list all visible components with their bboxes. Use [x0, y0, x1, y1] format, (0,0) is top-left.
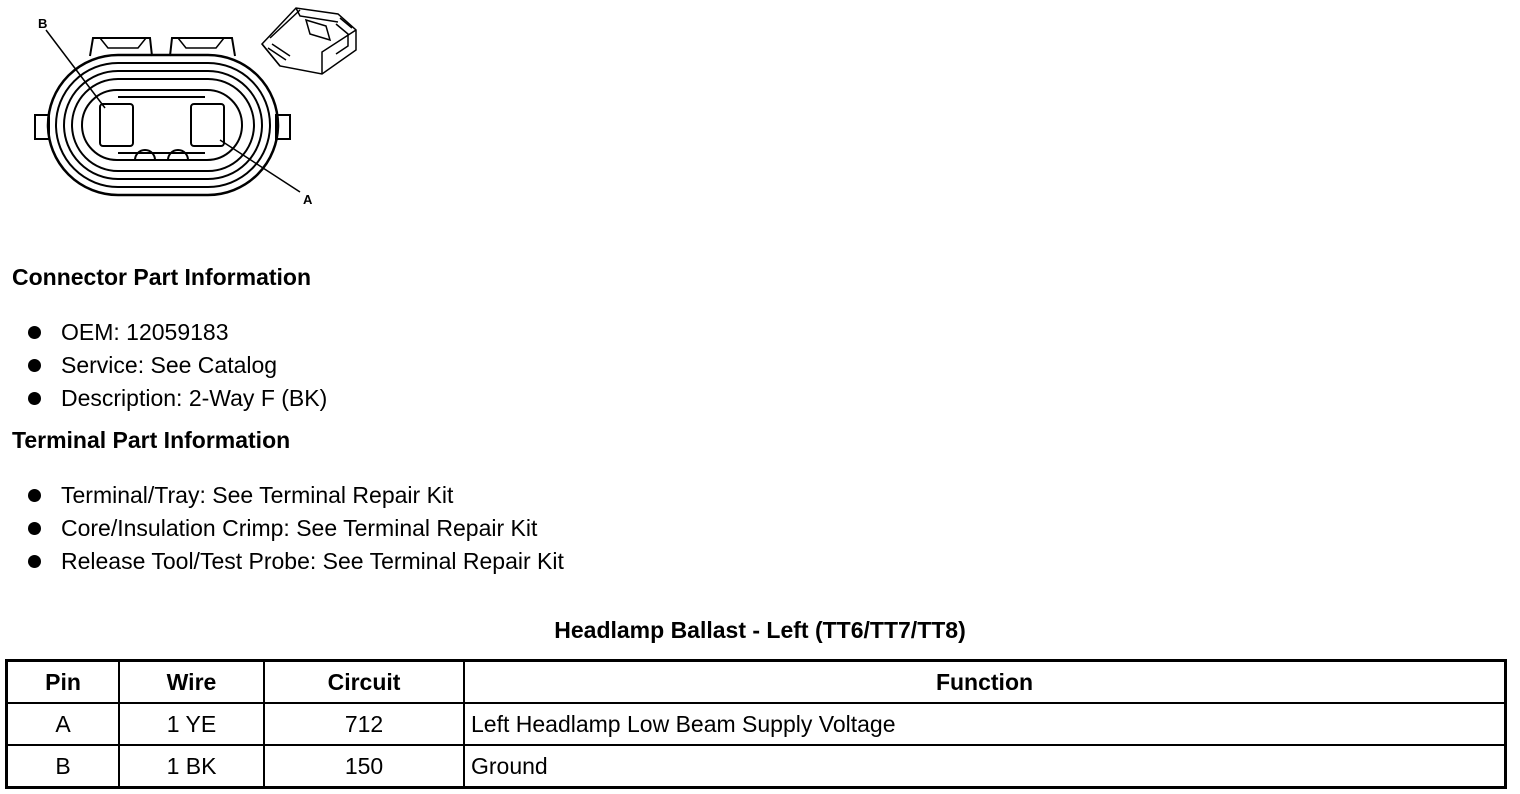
- cell-pin: A: [7, 703, 120, 745]
- column-header-circuit: Circuit: [264, 661, 464, 704]
- list-item: Description: 2-Way F (BK): [28, 382, 327, 415]
- cell-wire: 1 BK: [119, 745, 264, 788]
- leader-line-a: [220, 140, 300, 192]
- diagram-label-a: A: [303, 192, 313, 207]
- connector-part-title: Connector Part Information: [12, 264, 312, 290]
- diagram-label-b: B: [38, 16, 48, 31]
- table-row: [7, 745, 1506, 788]
- cell-circuit: 150: [264, 745, 464, 788]
- terminal-part-list: [28, 479, 564, 578]
- column-header-wire: Wire: [119, 661, 264, 704]
- connector-part-list: [28, 316, 327, 415]
- bullet-icon: [28, 359, 41, 372]
- list-item: Core/Insulation Crimp: See Terminal Repair Kit: [28, 512, 564, 545]
- terminal-cavity-a: [191, 104, 224, 146]
- terminal-cavity-b: [100, 104, 133, 146]
- bullet-icon: [28, 555, 41, 568]
- list-item: Terminal/Tray: See Terminal Repair Kit: [28, 479, 564, 512]
- cell-function: Left Headlamp Low Beam Supply Voltage: [464, 703, 1506, 745]
- list-item: Release Tool/Test Probe: See Terminal Repair Kit: [28, 545, 564, 578]
- list-item: Service: See Catalog: [28, 349, 327, 382]
- terminal-part-title: Terminal Part Information: [12, 427, 291, 453]
- cell-wire: 1 YE: [119, 703, 264, 745]
- bullet-icon: [28, 392, 41, 405]
- cell-function: Ground: [464, 745, 1506, 788]
- table-row: [7, 703, 1506, 745]
- table-header-row: [7, 661, 1506, 704]
- column-header-pin: Pin: [7, 661, 120, 704]
- column-header-function: Function: [464, 661, 1506, 704]
- connector-diagram: [0, 0, 380, 215]
- bullet-icon: [28, 522, 41, 535]
- bullet-icon: [28, 326, 41, 339]
- cell-circuit: 712: [264, 703, 464, 745]
- pinout-table: [5, 659, 1507, 789]
- table-title: Headlamp Ballast - Left (TT6/TT7/TT8): [554, 617, 966, 643]
- cell-pin: B: [7, 745, 120, 788]
- bullet-icon: [28, 489, 41, 502]
- connector-thumbnail: [262, 8, 356, 74]
- connector-latch-left: [90, 38, 152, 56]
- list-item: OEM: 12059183: [28, 316, 327, 349]
